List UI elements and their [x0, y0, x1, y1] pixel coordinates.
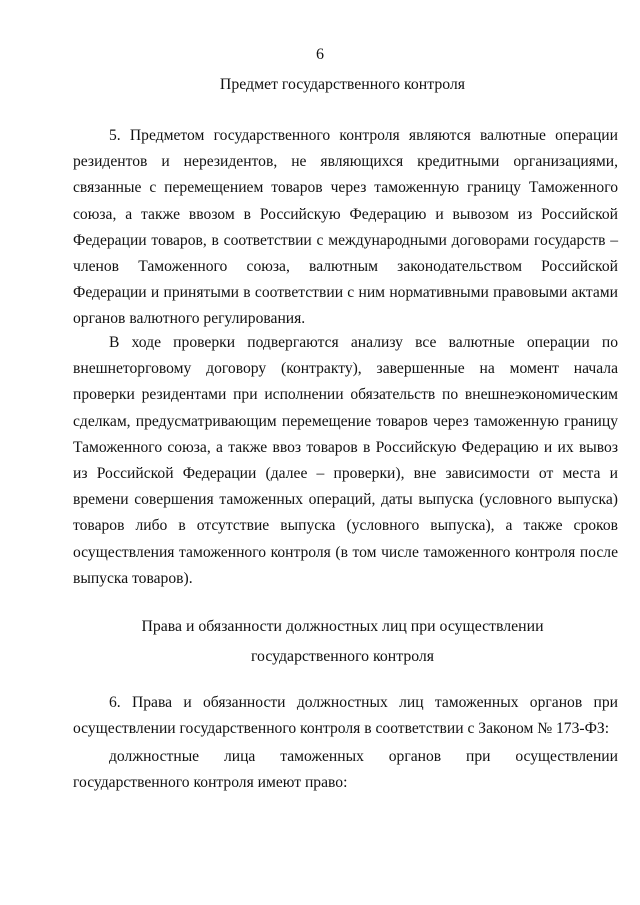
paragraph-6: 6. Права и обязанности должностных лиц таможенных органов при осуществлении государственного контроля в соответствии с Законом № 173-ФЗ:	[73, 694, 618, 738]
paragraph-5: 5. Предметом государственного контроля являются валютные операции резидентов и нерезидентов, не являющихся кредитными организациями, связанные с перемещением товаров через таможенную границу Таможенного союза, а также ввозом в Российскую Федерацию и вывозом из Российской Федерации товаров, в соответствии с международными договорами государств – членов Таможенного союза, валютным законодательством Российской Федерации и принятыми в соответствии с ним нормативными правовыми актами органов валютного регулирования.	[73, 127, 618, 328]
section-title-subject: Предмет государственного контроля	[219, 76, 466, 93]
paragraph-officials-rights: должностные лица таможенных органов при осуществлении государственного контроля имеют право:	[73, 748, 618, 792]
section-title-rights-line2: государственного контроля	[250, 648, 435, 665]
section-title-rights	[70, 612, 615, 672]
page-number: 6	[316, 46, 324, 63]
section-title-rights-line1: Права и обязанности должностных лиц при осуществлении	[141, 618, 544, 635]
paragraph-inspection-scope: В ходе проверки подвергаются анализу все валютные операции по внешнеторговому договору (контракту), завершенные на момент начала проверки резидентами при исполнении обязательств по внешнеэкономическим сделкам, предусматривающим перемещение товаров через таможенную границу Таможенного союза, а также ввоз товаров в Российскую Федерацию и их вывоз из Российской Федерации (далее – проверки), вне зависимости от места и времени совершения таможенных операций, даты выпуска (условного выпуска) товаров либо в отсутствие выпуска (условного выпуска), а также сроков осуществления таможенного контроля (в том числе таможенного контроля после выпуска товаров).	[73, 334, 618, 587]
